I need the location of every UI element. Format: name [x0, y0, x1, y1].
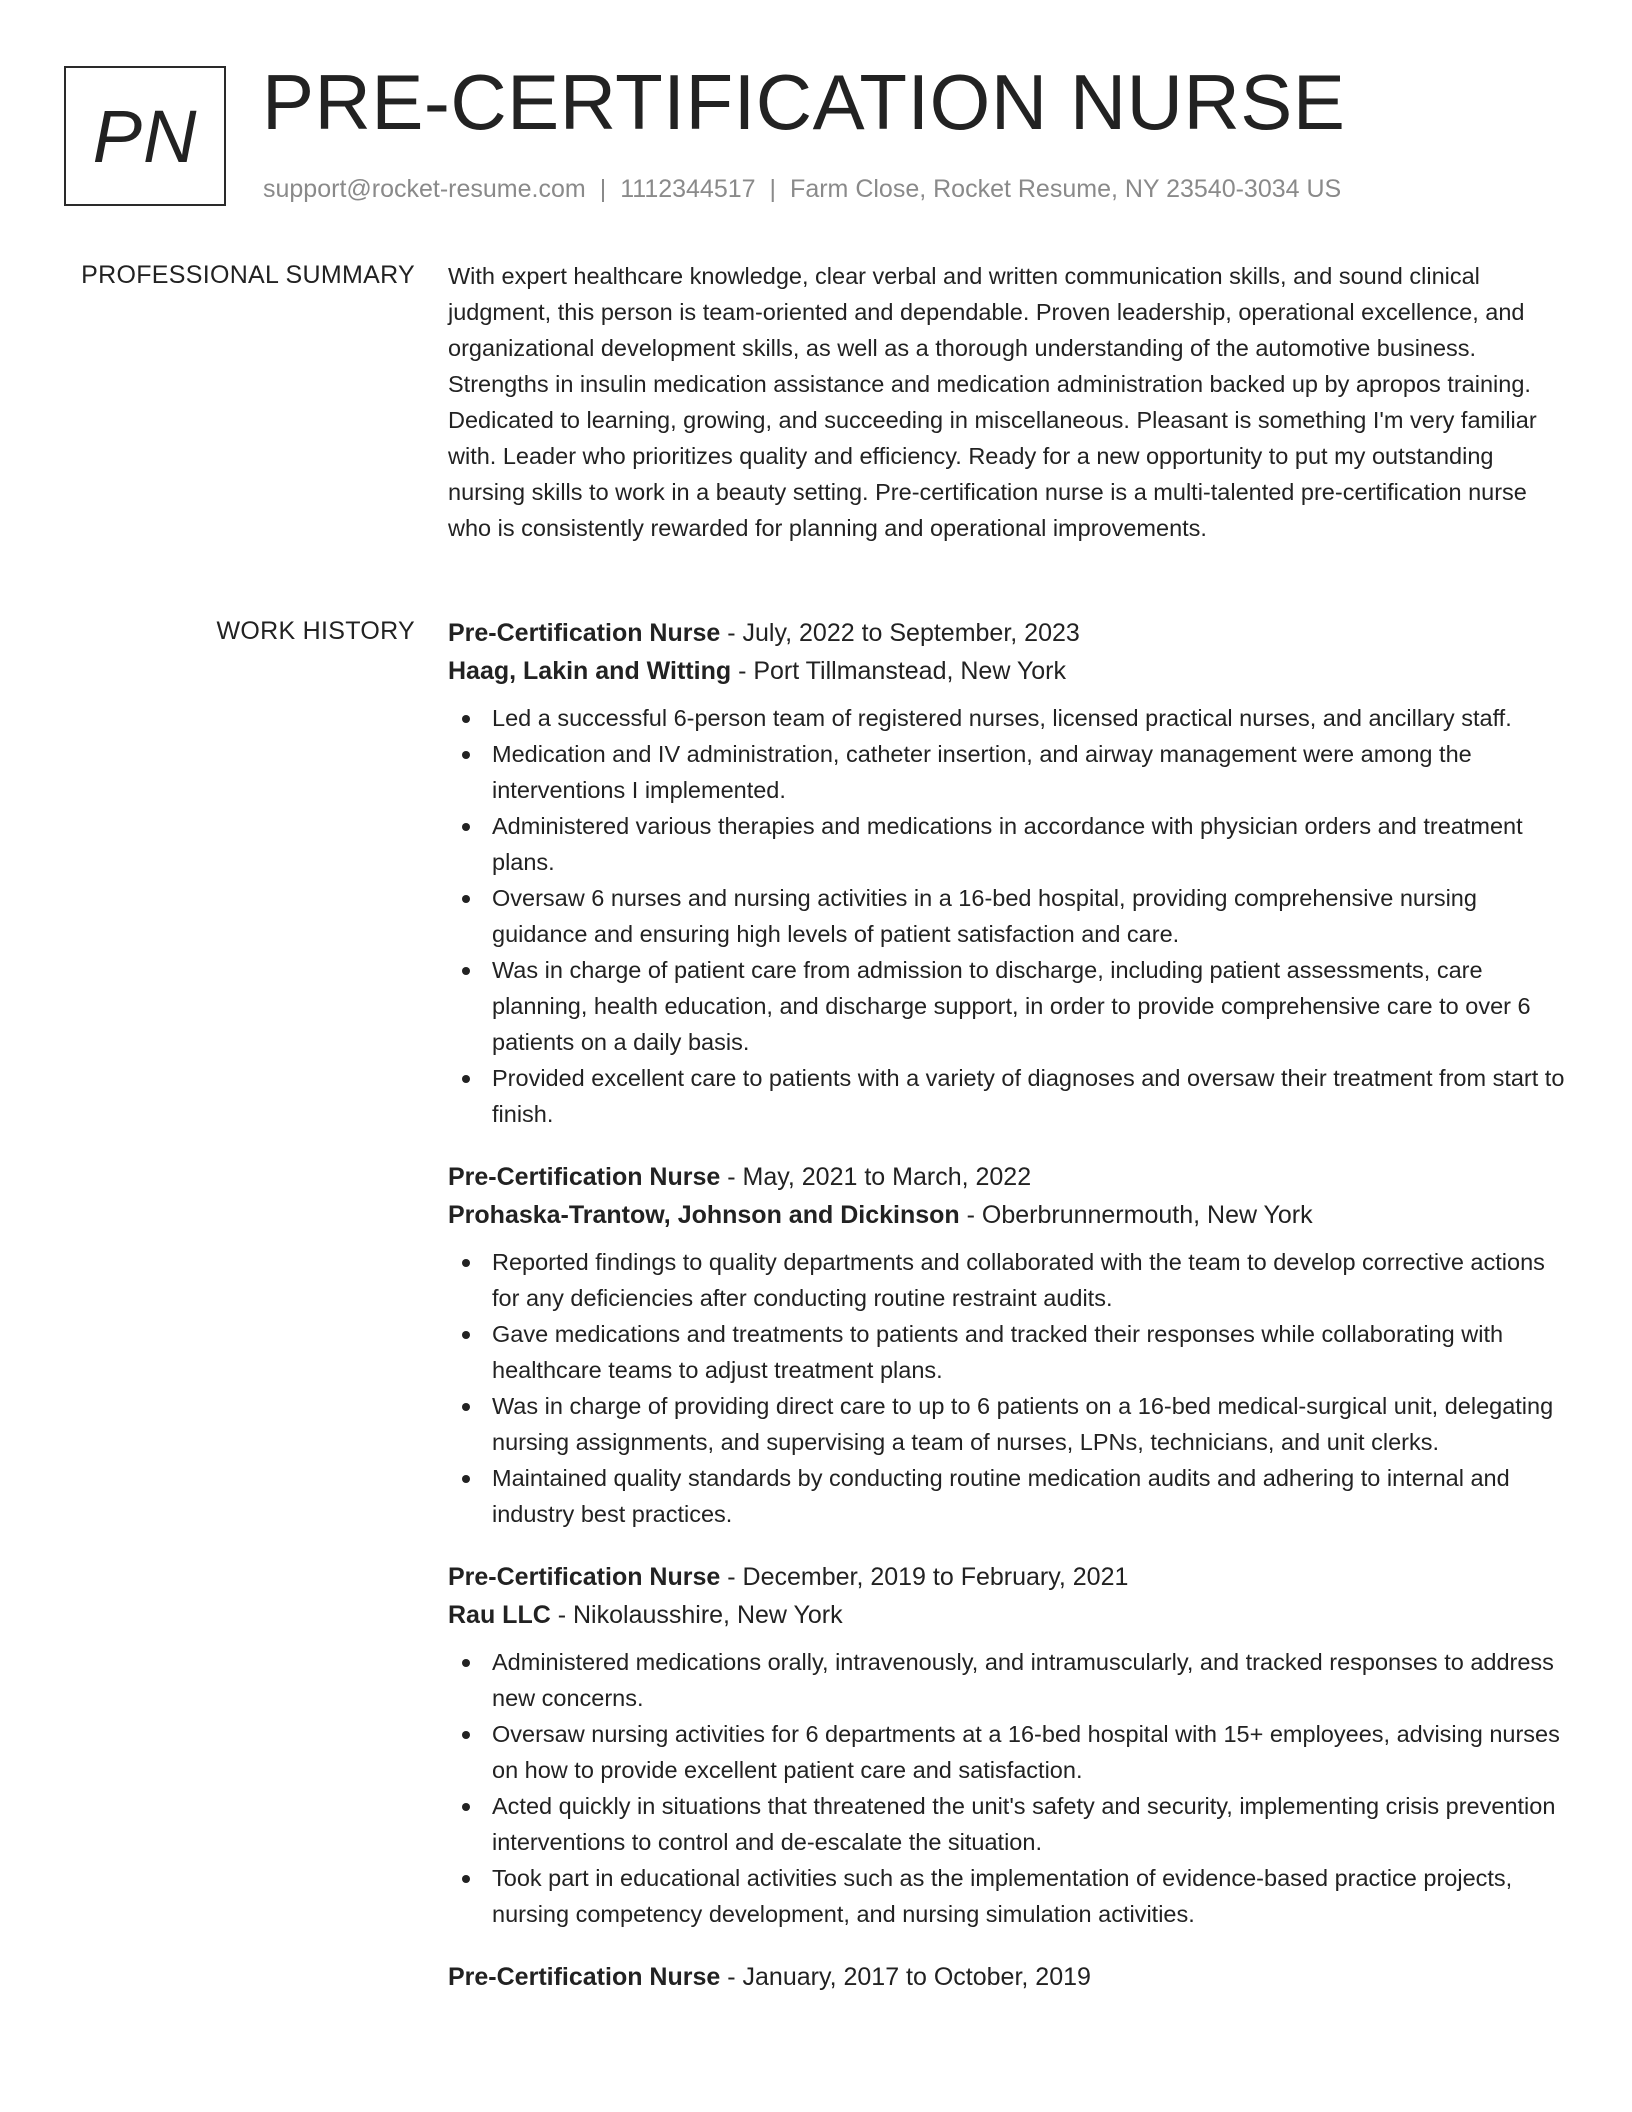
job-bullet-list — [448, 700, 1566, 1132]
work-history-body — [448, 614, 1566, 2022]
job-entry — [448, 1158, 1566, 1532]
job-location: - Oberbrunnermouth, New York — [959, 1201, 1313, 1229]
job-dates: - December, 2019 to February, 2021 — [720, 1563, 1129, 1591]
job-bullet — [448, 1860, 1566, 1932]
job-bullet-text: Oversaw nursing activities for 6 departments at a 16-bed hospital with 15+ employees, advising nurses on how to provide excellent patient care and satisfaction. — [492, 1721, 1560, 1783]
job-bullet — [448, 1388, 1566, 1460]
job-entry — [448, 614, 1566, 1132]
job-bullet — [448, 1060, 1566, 1132]
contact-separator: | — [769, 175, 777, 203]
summary-heading: PROFESSIONAL SUMMARY — [81, 261, 415, 289]
job-bullet-text: Led a successful 6-person team of registered nurses, licensed practical nurses, and ancillary staff. — [492, 705, 1512, 731]
job-bullet — [448, 736, 1566, 808]
job-bullet — [448, 1716, 1566, 1788]
job-title: Pre-Certification Nurse — [448, 1963, 721, 1991]
job-bullet — [448, 1460, 1566, 1532]
bullet-dot-icon — [462, 1875, 470, 1883]
job-bullet — [448, 808, 1566, 880]
bullet-dot-icon — [462, 1731, 470, 1739]
bullet-dot-icon — [462, 1659, 470, 1667]
job-bullet-text: Acted quickly in situations that threatened the unit's safety and security, implementing crisis prevention interventions to control and de-escalate the situation. — [492, 1793, 1556, 1855]
job-bullet — [448, 952, 1566, 1060]
job-title: Pre-Certification Nurse — [448, 619, 721, 647]
job-company-line — [448, 1196, 1566, 1234]
job-company: Prohaska-Trantow, Johnson and Dickinson — [448, 1201, 960, 1229]
job-bullet — [448, 1244, 1566, 1316]
resume-title: PRE-CERTIFICATION NURSE — [262, 58, 1346, 146]
work-history-heading: WORK HISTORY — [216, 617, 415, 645]
bullet-dot-icon — [462, 1803, 470, 1811]
job-bullet-text: Took part in educational activities such as the implementation of evidence-based practice projects, nursing competency development, and nursing simulation activities. — [492, 1865, 1513, 1927]
job-bullet-text: Maintained quality standards by conducting routine medication audits and adhering to internal and industry best practices. — [492, 1465, 1510, 1527]
contact-separator: | — [599, 175, 607, 203]
job-company-line — [448, 652, 1566, 690]
job-location: - Port Tillmanstead, New York — [731, 657, 1066, 685]
job-title-line — [448, 614, 1566, 652]
bullet-dot-icon — [462, 967, 470, 975]
job-bullet — [448, 880, 1566, 952]
job-dates: - July, 2022 to September, 2023 — [720, 619, 1080, 647]
contact-email[interactable]: support@rocket-resume.com — [263, 175, 586, 203]
contact-address: Farm Close, Rocket Resume, NY 23540-3034 US — [790, 175, 1342, 203]
job-company-line — [448, 1596, 1566, 1634]
job-company: Haag, Lakin and Witting — [448, 657, 732, 685]
bullet-dot-icon — [462, 715, 470, 723]
job-bullet — [448, 700, 1566, 736]
contact-phone[interactable]: 1112344517 — [620, 175, 756, 203]
job-title-line — [448, 1558, 1566, 1596]
bullet-dot-icon — [462, 1259, 470, 1267]
job-bullet — [448, 1316, 1566, 1388]
job-title: Pre-Certification Nurse — [448, 1563, 721, 1591]
job-bullet-text: Administered medications orally, intravenously, and intramuscularly, and tracked responses to address new concerns. — [492, 1649, 1554, 1711]
job-bullet-text: Was in charge of patient care from admission to discharge, including patient assessments, care planning, health education, and discharge support, in order to provide comprehensive care to over 6 patients on a daily basis. — [492, 957, 1531, 1055]
bullet-dot-icon — [462, 1331, 470, 1339]
job-title: Pre-Certification Nurse — [448, 1163, 721, 1191]
monogram-logo: PN — [64, 66, 226, 206]
job-bullet-text: Administered various therapies and medications in accordance with physician orders and treatment plans. — [492, 813, 1523, 875]
bullet-dot-icon — [462, 1403, 470, 1411]
job-entry — [448, 1958, 1566, 1996]
summary-body — [448, 258, 1566, 546]
job-location: - Nikolausshire, New York — [550, 1601, 843, 1629]
contact-line — [263, 175, 1341, 204]
job-bullet-text: Medication and IV administration, catheter insertion, and airway management were among the interventions I implemented. — [492, 741, 1472, 803]
job-bullet-text: Oversaw 6 nurses and nursing activities in a 16-bed hospital, providing comprehensive nursing guidance and ensuring high levels of patient satisfaction and care. — [492, 885, 1477, 947]
job-title-line — [448, 1158, 1566, 1196]
job-bullet-text: Was in charge of providing direct care to up to 6 patients on a 16-bed medical-surgical unit, delegating nursing assignments, and supervising a team of nurses, LPNs, technicians, and unit clerks. — [492, 1393, 1554, 1455]
job-bullet — [448, 1644, 1566, 1716]
bullet-dot-icon — [462, 1475, 470, 1483]
job-bullet-list — [448, 1244, 1566, 1532]
summary-text: With expert healthcare knowledge, clear verbal and written communication skills, and sound clinical judgment, this person is team-oriented and dependable. Proven leadership, operational excellence, and organizational development skills, as well as a thorough understanding of the automotive business. Strengths in insulin medication assistance and medication administration backed up by apropos training. Dedicated to learning, growing, and succeeding in miscellaneous. Pleasant is something I'm very familiar with. Leader who prioritizes quality and efficiency. Ready for a new opportunity to put my outstanding nursing skills to work in a beauty setting. Pre-certification nurse is a multi-talented pre-certification nurse who is consistently rewarded for planning and operational improvements. — [448, 263, 1537, 541]
job-bullet — [448, 1788, 1566, 1860]
bullet-dot-icon — [462, 895, 470, 903]
job-title-line — [448, 1958, 1566, 1996]
job-entry — [448, 1558, 1566, 1932]
job-bullet-text: Provided excellent care to patients with a variety of diagnoses and oversaw their treatment from start to finish. — [492, 1065, 1565, 1127]
job-bullet-text: Gave medications and treatments to patients and tracked their responses while collaborating with healthcare teams to adjust treatment plans. — [492, 1321, 1504, 1383]
job-bullet-list — [448, 1644, 1566, 1932]
bullet-dot-icon — [462, 1075, 470, 1083]
bullet-dot-icon — [462, 751, 470, 759]
job-dates: - January, 2017 to October, 2019 — [720, 1963, 1091, 1991]
job-bullet-text: Reported findings to quality departments and collaborated with the team to develop corrective actions for any deficiencies after conducting routine restraint audits. — [492, 1249, 1545, 1311]
job-company: Rau LLC — [448, 1601, 551, 1629]
job-dates: - May, 2021 to March, 2022 — [720, 1163, 1032, 1191]
bullet-dot-icon — [462, 823, 470, 831]
